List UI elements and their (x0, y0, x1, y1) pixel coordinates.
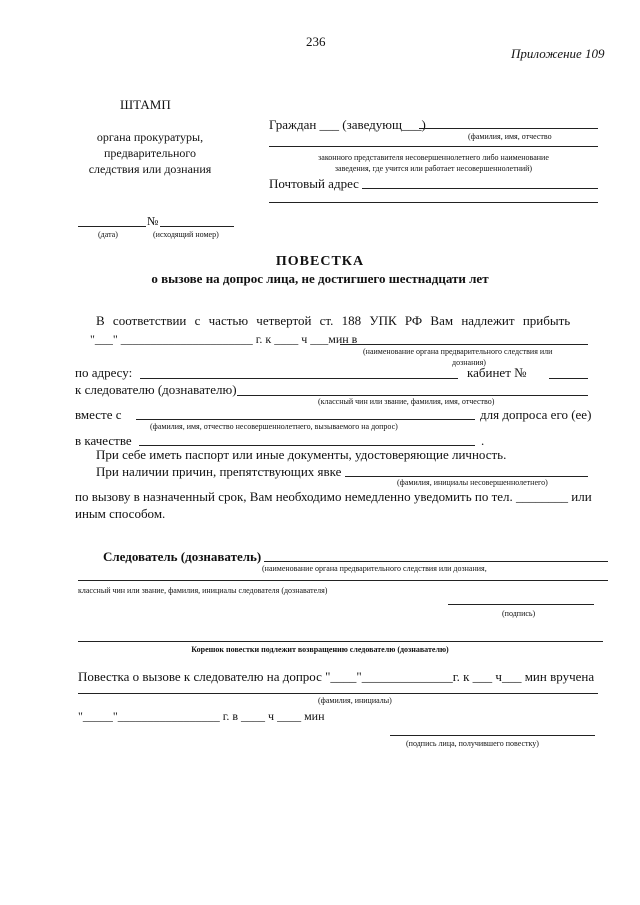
addressee-hint: законного представителя несовершеннолетнего либо наименование (318, 153, 549, 162)
capacity-line (139, 445, 475, 446)
postal-address-line (269, 202, 598, 203)
addressee-hint: (фамилия, имя, отчество (468, 132, 552, 141)
organ-line (340, 344, 588, 345)
address-line (140, 378, 458, 379)
investigator-line (237, 395, 588, 396)
signature-line (448, 604, 594, 605)
postal-address-label: Почтовый адрес (269, 176, 359, 191)
addressee-label: Граждан ___ (заведующ___) (269, 117, 426, 132)
addressee-line (419, 128, 598, 129)
stamp-line: предварительного (103, 146, 197, 160)
document-title: ПОВЕСТКА (275, 254, 365, 269)
date-line (78, 226, 146, 227)
stamp-line: органа прокуратуры, (96, 130, 204, 144)
capacity-label: в качестве (75, 433, 132, 448)
passport-text: При себе иметь паспорт или иные документы, удостоверяющие личность. (96, 447, 507, 462)
for-interrogation-label: для допроса его (ее) (480, 407, 592, 422)
minor-hint: (фамилия, имя, отчество несовершеннолетнего, вызываемого на допрос) (150, 422, 398, 431)
postal-address-line (362, 188, 598, 189)
addressee-hint: заведения, где учится или работает несовершеннолетний) (334, 164, 533, 173)
notify-text-2: иным способом. (75, 506, 166, 521)
outgoing-number-line (160, 226, 234, 227)
counterfoil-sign-hint: (подпись лица, получившего повестку) (406, 739, 539, 748)
together-label: вместе с (75, 407, 122, 422)
stamp-title: ШТАМП (120, 97, 171, 112)
signature-rank-line (78, 580, 608, 581)
obstacles-hint: (фамилия, инициалы несовершеннолетнего) (397, 478, 548, 487)
investigator-hint: (классный чин или звание, фамилия, имя, отчество) (318, 397, 495, 406)
obstacles-line (345, 476, 588, 477)
date-hint: (дата) (98, 230, 118, 239)
counterfoil-sign-line (390, 735, 595, 736)
signature-hint: (наименование органа предварительного следствия или дознания, (262, 564, 487, 573)
obstacles-text: При наличии причин, препятствующих явке (96, 464, 342, 479)
date-time-line: "___" ______________________ г. к ____ ч ___мин в (90, 332, 358, 346)
signature-organ-line (264, 561, 608, 562)
signature-label: Следователь (дознаватель) (103, 549, 262, 564)
document-subtitle: о вызове на допрос лица, не достигшего шестнадцати лет (151, 271, 489, 286)
counterfoil-delivered: Повестка о вызове к следователю на допрос "____"______________г. к ___ ч___ мин вручена (78, 669, 595, 684)
counterfoil-header: Корешок повестки подлежит возвращению следователю (дознавателю) (191, 645, 449, 654)
page-number: 236 (306, 34, 326, 49)
appendix-label: Приложение 109 (511, 46, 605, 61)
intro-text: В соответствии с частью четвертой ст. 188 УПК РФ Вам надлежит прибыть (96, 313, 571, 328)
counterfoil-date-line: "_____"_________________ г. в ____ ч ____ мин (78, 709, 325, 723)
stamp-line: следствия или дознания (88, 162, 212, 176)
notify-text: по вызову в назначенный срок, Вам необходимо немедленно уведомить по тел. ________ или (75, 489, 592, 504)
cabinet-line (549, 378, 588, 379)
counterfoil-name-line (78, 693, 598, 694)
signature-sign-hint: (подпись) (502, 609, 536, 618)
organ-hint: (наименование органа предварительного следствия или (363, 347, 553, 356)
address-label: по адресу: (75, 365, 133, 380)
signature-hint: классный чин или звание, фамилия, инициалы следователя (дознавателя) (78, 586, 328, 595)
capacity-end: . (481, 433, 485, 448)
addressee-line (269, 146, 598, 147)
number-hint: (исходящий номер) (153, 230, 219, 239)
cabinet-label: кабинет № (467, 365, 527, 380)
counterfoil-name-hint: (фамилия, инициалы) (318, 696, 392, 705)
counterfoil-divider (78, 641, 603, 642)
investigator-label: к следователю (дознавателю) (75, 382, 237, 397)
minor-name-line (136, 419, 475, 420)
number-sign: № (147, 214, 159, 228)
organ-hint: дознания) (452, 358, 486, 367)
